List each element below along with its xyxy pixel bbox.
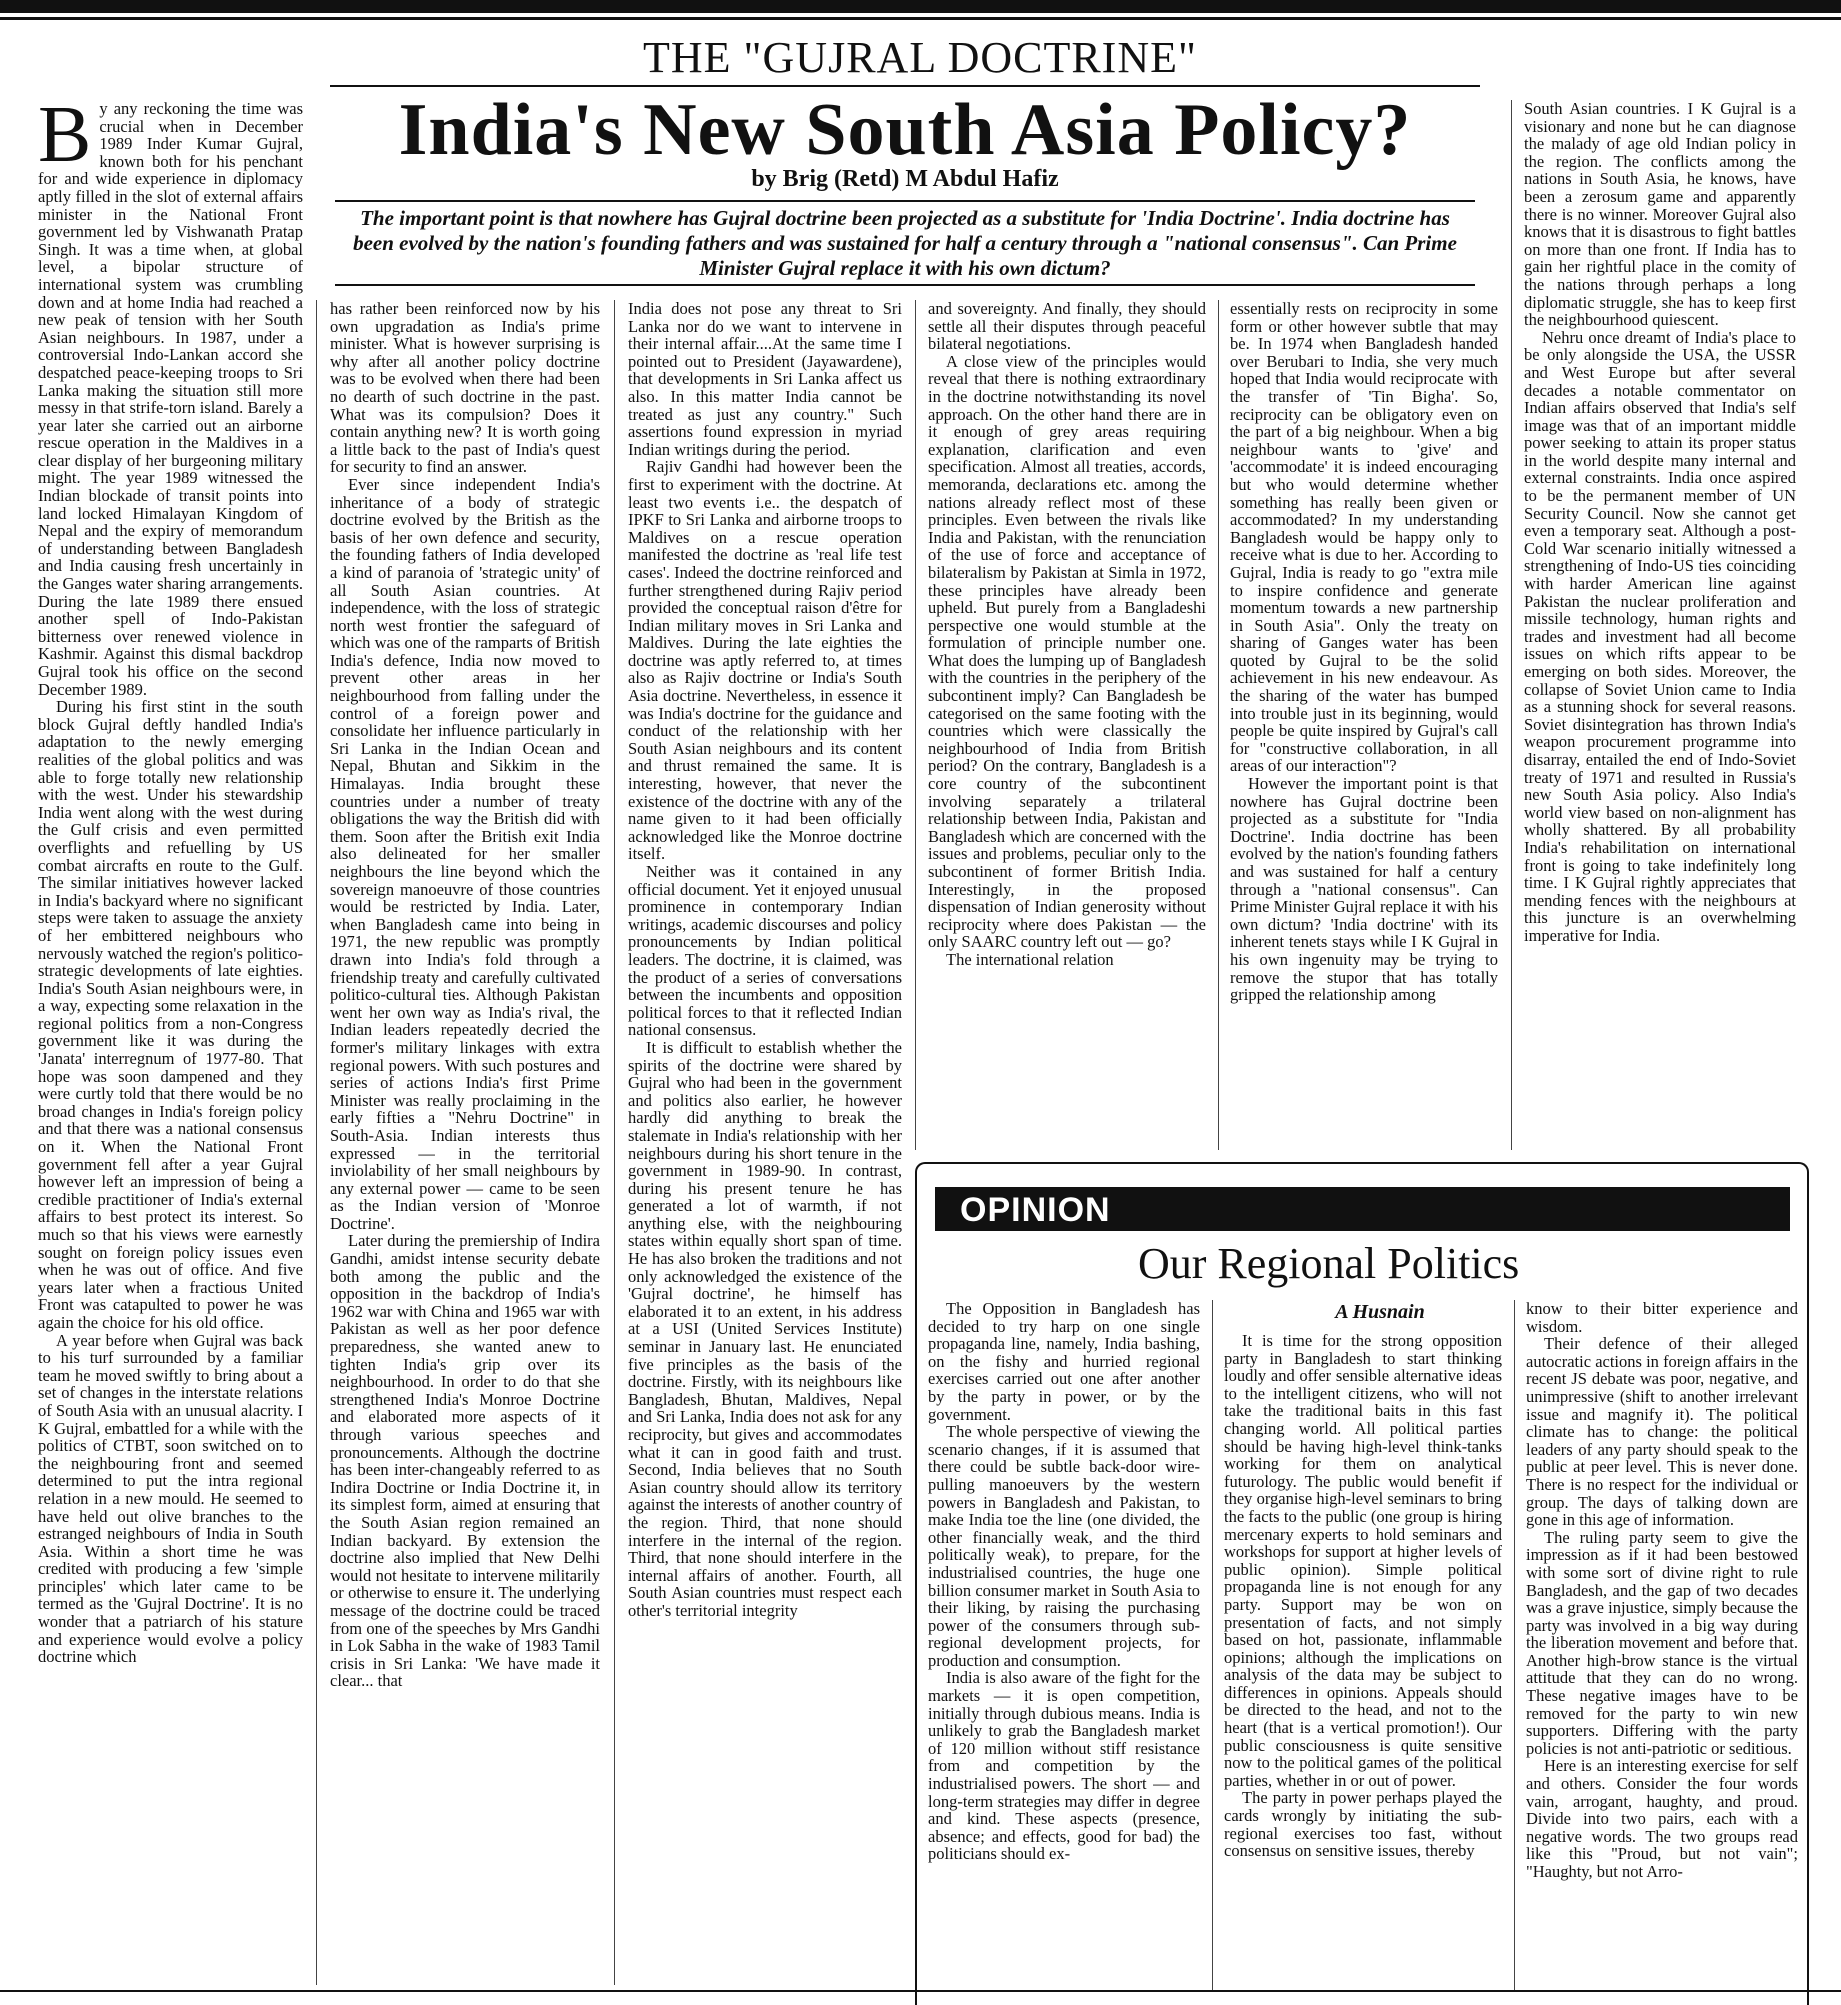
paragraph: It is time for the strong opposition party in Bangladesh to start thinking loudly and offer sensible alternative ideas to the intelligent citizens, who will not take the traditional baits in this fast changing world. All political parties should be having high-level think-tanks working for them on analytical futurology. The public would benefit if they organise high-level seminars to bring the facts to the public (one group is hiring mercenary experts to hold seminars and workshops for support at higher levels of public opinion). Simple political propaganda line is not enough for any party. Support may be won on presentation of facts, and not simply based on hot, passionate, inflammable opinions; although the implications on analysis of the data may be subject to differences in opinions. Appeals should be directed to the head, and not to the heart (that is a vertical promotion!). Our public consciousness is quite sensitive now to the political games of the political parties, whether in or out of power. xyxy=(1224,1332,1502,1790)
article-kicker: THE "GUJRAL DOCTRINE" xyxy=(643,33,1197,82)
column-divider xyxy=(1511,100,1512,1150)
article-column-3 xyxy=(628,300,902,1988)
article-column-4 xyxy=(928,300,1206,1150)
paragraph: A close view of the principles would reveal that there is nothing extraordinary in the doctrine notwithstanding its novel approach. On the other hand there are in it enough of grey areas requiring explanation, clarification and even specification. Almost all treaties, accords, memoranda, declarations etc. among the nations already reflect most of these principles. Even between the rivals like India and Pakistan, with the renunciation of the use of force and acceptance of bilateralism by Pakistan at Simla in 1972, these principles have already been upheld. But purely from a Bangladeshi perspective one would stumble at the formulation of principle number one. What does the lumping up of Bangladesh with the countries in the periphery of the subcontinent imply? Can Bangladesh be categorised on the same footing with the countries which were classically the neighbourhood of India from British period? On the contrary, Bangladesh is a core country of the subcontinent involving separately a trilateral relationship between India, Pakistan and Bangladesh which are concerned with the issues and problems, peculiar only to the subcontinent of former British India. Interestingly, in the proposed dispensation of Indian generosity without reciprocity where does Pakistan — the only SAARC country left out — go? xyxy=(928,351,1206,952)
paragraph: essentially rests on reciprocity in some form or other however subtle that may be. In 1974 when Bangladesh handed over Berubari to India, she very much hoped that India would reciprocate with the transfer of 'Tin Bigha'. So, reciprocity can be obligatory even on the part of a big neighbour. When a big neighbour wants to 'give' and 'accommodate' it is indeed encouraging but who would determine whether something has really been given or accommodated? In my understanding Bangladesh would be happy only to receive what is due to her. According to Gujral, India is ready to go "extra mile to inspire confidence and generate momentum towards a new partnership in South Asia". Only the treaty on sharing of Ganges water has been quoted by Gujral to be the solid achievement in his new endeavour. As the sharing of the water has bumped into trouble just in its beginning, would people be quite inspired by Gujral's call for "constructive collaboration, in all areas of our interaction"? xyxy=(1230,300,1498,776)
paragraph: India does not pose any threat to Sri Lanka nor do we want to intervene in their internal affair....At the same time I pointed out to President (Jayawardene), that developments in Sri Lanka affect us also. In this matter India cannot be treated as just any country." Such assertions found expression in myriad Indian writings during the period. xyxy=(628,300,902,459)
article-column-6 xyxy=(1524,100,1796,1150)
opinion-label: OPINION xyxy=(960,1191,1111,1229)
paragraph: Nehru once dreamt of India's place to be only alongside the USA, the USSR and West Europe but after several decades a notable commentator on Indian affairs observed that India's self image was that of an important middle power seeking to attain its proper status in the world despite many internal and external constraints. India once aspired to be the permanent member of UN Security Council. Now she cannot get even a temporary seat. Although a post-Cold War scenario initially witnessed a strengthening of Indo-US ties coinciding with harder American line against Pakistan the nuclear proliferation and missile technology, human rights and trades and investment had all become issues on which rifts appear to be emerging on both sides. Moreover, the collapse of Soviet Union came to India as a stunning shock for several reasons. Soviet disintegration has thrown India's weapon procurement programme into disarray, entailed the end of Indo-Soviet treaty of 1971 and resulted in Russia's new South Asia policy. Also India's world view based on non-alignment has wholly shattered. By all probability India's rehabilitation on international front is going to take indefinitely long time. I K Gujral rightly appreciates that mending fences with the neighbours at this juncture is an overwhelming imperative for India. xyxy=(1524,327,1796,945)
paragraph: South Asian countries. I K Gujral is a visionary and none but he can diagnose the malady of age old Indian policy in the region. The conflicts among the nations in South Asia, he knows, have been a zerosum game and apparently there is no winner. Moreover Gujral also knows that it is disastrous to fight battles on more than one front. If India has to gain her rightful place in the comity of the nations through perhaps a long diplomatic struggle, she has to keep first the neighbourhood quiescent. xyxy=(1524,100,1796,330)
paragraph: Rajiv Gandhi had however been the first to experiment with the doctrine. At least two events i.e.. the despatch of IPKF to Sri Lanka and airborne troops to Maldives on a rescue operation manifested the doctrine as 'real life test cases'. Indeed the doctrine reinforced and further strengthened during Rajiv period provided the conceptual raison d'être for Indian military moves in Sri Lanka and Maldives. During the late eighties the doctrine was aptly referred to, at times also as Rajiv doctrine or India's South Asia doctrine. Nevertheless, in essence it was India's doctrine for the guidance and conduct of the relationship with her South Asian neighbours and its content and thrust remained the same. It is interesting, however, that never the existence of the doctrine with any of the name given to it had been officially acknowledged like the Monroe doctrine itself. xyxy=(628,457,902,864)
opinion-column-3 xyxy=(1526,1300,1798,1990)
paragraph: A year before when Gujral was back to his turf surrounded by a familiar team he moved swiftly to bring about a set of changes in the interstate relations of South Asia with an unusual alacrity. I K Gujral, embattled for a while with the politics of CTBT, soon switched on to the neighbouring front and seemed determined to put the intra regional relation in a new mould. He seemed to have held out olive branches to the estranged neighbours of India in South Asia. Within a short time he was credited with producing a few 'simple principles' which later came to be termed as the 'Gujral Doctrine'. It is no wonder that a patriarch of his stature and experience would evolve a policy doctrine which xyxy=(38,1330,303,1667)
paragraph: Here is an interesting exercise for self and others. Consider the four words vain, arrogant, haughty, and proud. Divide into two pairs, each with a negative words. The two groups read like this "Proud, but not vain"; "Haughty, but not Arro- xyxy=(1526,1756,1798,1881)
paragraph: has rather been reinforced now by his own upgradation as India's prime minister. What is however surprising is why after all another policy doctrine was to be evolved when there had been no dearth of such doctrine in the past. What was its compulsion? Does it contain anything new? It is worth going a little back to the past of India's quest for security to find an answer. xyxy=(330,300,600,477)
opinion-column-1 xyxy=(928,1300,1200,1990)
drop-cap: B xyxy=(38,100,92,179)
paragraph: India is also aware of the fight for the markets — it is open competition, initially through dubious means. India is unlikely to grab the Bangladesh market of 120 million without stiff resistance from and competition by the industrialised powers. The short — and long-term strategies may differ in degree and kind. These aspects (presence, absence; and effects, good for bad) the politicians should ex- xyxy=(928,1668,1200,1864)
article-column-2 xyxy=(330,300,600,1988)
paragraph: y any reckoning the time was crucial when in December 1989 Inder Kumar Gujral, known both for his penchant for and wide experience in diplomacy aptly filled in the slot of external affairs minister in the National Front government led by Vishwanath Pratap Singh. It was a time when, at global level, a bipolar structure of international system was crumbling down and at home India had reached a new peak of tension with her South Asian neighbours. In 1987, under a controversial Indo-Lankan accord she despatched peace-keeping troops to Sri Lanka making the situation still more messy in that strife-torn island. Barely a year later she carried out an airborne rescue operation in the Maldives in a clear display of her burgeoning military might. The year 1989 witnessed the Indian blockade of transit points into land locked Himalayan Kingdom of Nepal and the expiry of memorandum of understanding between Bangladesh and India causing fresh uncertainly in the Ganges water sharing arrangements. During the late 1989 there ensued another spell of Indo-Pakistan bitterness over renewed violence in Kashmir. Against this dismal backdrop Gujral took his office on the second December 1989. xyxy=(38,100,303,699)
top-rule-thin xyxy=(0,17,1841,20)
paragraph: The international relation xyxy=(946,949,1114,969)
paragraph: and sovereignty. And finally, they should settle all their disputes through peaceful bilateral negotiations. xyxy=(928,300,1206,354)
opinion-column-2 xyxy=(1224,1332,1502,1990)
opinion-author: A Husnain xyxy=(1335,1301,1425,1323)
bottom-rule xyxy=(0,1990,1841,1992)
paragraph: The party in power perhaps played the cards wrongly by initiating the sub-regional exercises too fast, without consensus on sensitive issues, thereby xyxy=(1224,1788,1502,1861)
subhead-rule-bottom xyxy=(335,284,1475,286)
paragraph: Neither was it contained in any official document. Yet it enjoyed unusual prominence in contemporary Indian writings, academic discourses and policy pronouncements by Indian political leaders. The doctrine, it is claimed, was the product of a series of conversations between the incumbents and opposition political forces to that it reflected Indian national consensus. xyxy=(628,862,902,1040)
paragraph: Their defence of their alleged autocratic actions in foreign affairs in the recent JS debate was poor, negative, and unimpressive (shift to another irrelevant issue and magnify it). The political climate has to change: the political leaders of any party should speak to the public at peer level. This is never done. There is no respect for the individual or group. The days of talking down are gone in this age of information. xyxy=(1526,1334,1798,1530)
paragraph: The ruling party seem to give the impression as if it had been bestowed with some sort of divine right to rule Bangladesh, and the gap of two decades was a grave injustice, simply because the party was involved in a big way during the liberation movement and before that. Another high-brow stance is the virtual attitude that they can do no wrong. These negative images have to be removed for the party to win new supporters. Differing with the party policies is not anti-patriotic or seditious. xyxy=(1526,1527,1798,1758)
paragraph: It is difficult to establish whether the spirits of the doctrine were shared by Gujral who had been in the government and politics also earlier, he however hardly did anything to break the stalemate in India's relationship with her neighbours during his short tenure in the government in 1989-90. In contrast, during his present tenure he has generated a lot of warmth, if not anything else, with the neighbouring states within equally short span of time. He has also broken the traditions and not only acknowledged the existence of the 'Gujral doctrine', he himself has elaborated it to an extent, in his address at a USI (United Services Institute) seminar in January last. He enunciated five principles as the basis of the doctrine. Firstly, with its neighbours like Bangladesh, Bhutan, Maldives, Nepal and Sri Lanka, India does not ask for any reciprocity, but gives and accommodates what it can in good faith and trust. Second, India believes that no South Asian country should allow its territory against the interests of another country of the region. Third, that none should interfere in the internal of the region. Third, that none should interfere in the internal affairs of another. Fourth, all South Asian countries must respect each other's territorial integrity xyxy=(628,1037,902,1620)
column-divider xyxy=(614,300,615,1985)
column-divider xyxy=(316,300,317,1985)
column-divider xyxy=(915,300,916,1150)
column-divider xyxy=(1212,1300,1213,1990)
paragraph: During his first stint in the south block Gujral deftly handled India's adaptation to the newly emerging realities of the global politics and was able to forge totally new relationship with the west. Under his stewardship India went along with the west during the Gulf crisis and even permitted overflights and refuelling by US combat aircrafts en route to the Gulf. The similar initiatives however lacked in India's backyard where no significant steps were taken to assuage the anxiety of her embittered neighbours who nervously watched the region's politico-strategic developments of late eighties. India's South Asian neighbours were, in a way, expecting some relaxation in the regional politics from a non-Congress government like it was during the 'Janata' interregnum of 1977-80. That hope was soon dampened and they were curtly told that there would be no broad changes in India's foreign policy and that there was a national consensus on it. When the National Front government fell after a year Gujral however left an impression of being a credible practitioner of India's external affairs to best protect its interest. So much so that his views were earnestly sought on foreign policy issues even when he was out of office. And five years later when a fractious United Front was catapulted to power he was again the choice for his old office. xyxy=(38,697,303,1332)
article-column-1 xyxy=(38,100,303,1988)
article-headline: India's New South Asia Policy? xyxy=(398,89,1412,171)
paragraph: The Opposition in Bangladesh has decided to try harp on one single propaganda line, namely, India bashing, on the fishy and hurried regional exercises carried out one after another by the party in power, or by the government. xyxy=(928,1300,1200,1424)
article-byline: by Brig (Retd) M Abdul Hafiz xyxy=(751,166,1059,192)
paragraph: Later during the premiership of Indira Gandhi, amidst intense security debate both among the public and the opposition in the backdrop of India's 1962 war with China and 1965 war with Pakistan as well as her poor defence preparedness, she wanted anew to tighten India's grip over its neighbourhood. In order to do that she strengthened India's Monroe Doctrine and elaborated more aspects of it through various speeches and pronouncements. Although the doctrine has been inter-changeably referred to as Indira Doctrine or India Doctrine it, in its simplest form, aimed at ensuring that the South Asian region remained an Indian backyard. By extension the doctrine also implied that New Delhi would not hesitate to intervene militarily or otherwise to ensure it. The underlying message of the doctrine could be traced from one of the speeches by Mrs Gandhi in Lok Sabha in the wake of 1983 Tamil crisis in Sri Lanka: 'We have made it clear... that xyxy=(330,1231,600,1691)
subhead-rule-top xyxy=(335,200,1475,202)
column-divider xyxy=(1218,300,1219,1150)
top-rule-thick xyxy=(0,0,1841,13)
kicker-rule xyxy=(330,85,1480,87)
opinion-title: Our Regional Politics xyxy=(1138,1239,1520,1288)
paragraph: Ever since independent India's inheritance of a body of strategic doctrine evolved by the British as the basis of her own defence and security, the founding fathers of India developed a kind of paranoia of 'strategic unity' of all South Asian countries. At independence, with the loss of strategic north west frontier the safeguard of which was one of the ramparts of British India's defence, India now moved to prevent other areas in her neighbourhood from falling under the control of a foreign power and consolidate her influence particularly in Sri Lanka in the Indian Ocean and Nepal, Bhutan and Sikkim in the Himalayas. India brought these countries under a number of treaty obligations the way the British did with them. Soon after the British exit India also delineated for her smaller neighbours the line beyond which the sovereign manoeuvre of those countries would be restricted by India. Later, when Bangladesh came into being in 1971, the new republic was promptly drawn into India's fold through a friendship treaty and carefully cultivated politico-cultural ties. Although Pakistan went her own way as India's rival, the Indian leaders repeatedly decried the former's military linkages with extra regional powers. With such postures and series of actions India's first Prime Minister was really proclaiming in the early fifties a "Nehru Doctrine" in South-Asia. Indian interests thus expressed — in the territorial inviolability of her small neighbours by any external power — came to be seen as the Indian version of 'Monroe Doctrine'. xyxy=(330,474,600,1233)
article-column-5 xyxy=(1230,300,1498,1150)
column-divider xyxy=(1514,1300,1515,1990)
paragraph: The whole perspective of viewing the scenario changes, if it is assumed that there could be subtle back-door wire-pulling manoeuvers by the western powers in Bangladesh and Pakistan, to make India toe the line (one divided, the other financially weak, and the third politically weak), to prepare, for the industrialised countries, the huge one billion consumer market in South Asia to their liking, by raising the purchasing power of the consumers through sub-regional development projects, for production and consumption. xyxy=(928,1422,1200,1670)
paragraph: However the important point is that nowhere has Gujral doctrine been projected as a substitute for "India Doctrine'. India doctrine has been evolved by the nation's founding fathers and was sustained for half a century through a "national consensus". Can Prime Minister Gujral replace it with his own dictum? 'India doctrine' with its inherent tenets stays while I K Gujral in his own ingenuity may be trying to remove the stupor that has totally gripped the relationship among xyxy=(1230,774,1498,1005)
article-subhead: The important point is that nowhere has Gujral doctrine been projected as a substitute for 'India Doctrine'. India doctrine has been evolved by the nation's founding fathers and was sustained for half a century through a "national consensus". Can Prime Minister Gujral replace it with his own dictum? xyxy=(353,206,1457,280)
paragraph: know to their bitter experience and wisdom. xyxy=(1526,1300,1798,1336)
